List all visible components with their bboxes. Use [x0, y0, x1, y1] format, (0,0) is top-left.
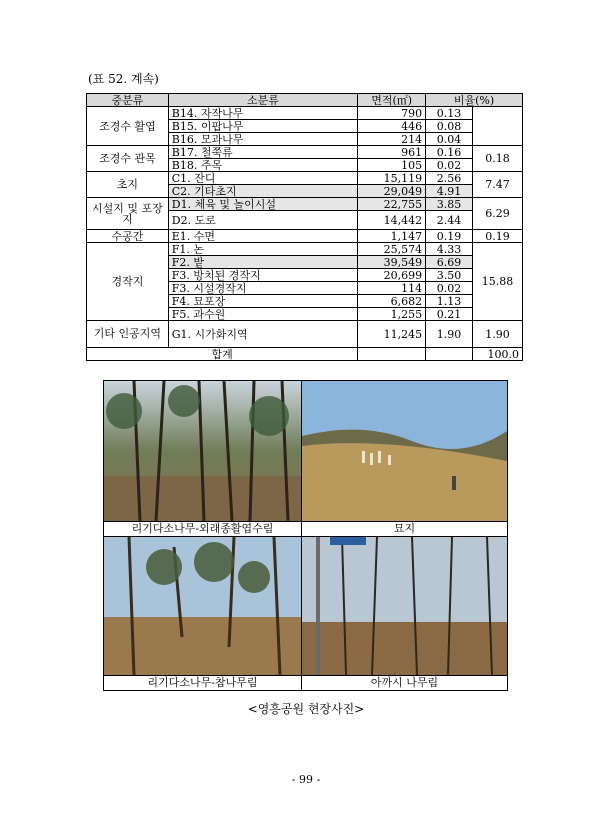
ratio-cell: 3.85: [426, 198, 473, 211]
subcategory-cell: F4. 묘포장: [168, 295, 357, 308]
ratio-cell: 2.56: [426, 172, 473, 185]
category-cell: 기타 인공지역: [87, 321, 169, 348]
table-row: [87, 146, 523, 159]
subcategory-cell: F2. 밭: [168, 256, 357, 269]
subcategory-cell: B17. 철쭉류: [168, 146, 357, 159]
area-cell: 1,147: [358, 230, 426, 243]
ratio-cell: 0.02: [426, 159, 473, 172]
table-row: [87, 243, 523, 256]
category-cell: 조경수 활엽: [87, 107, 169, 146]
land-use-table: [86, 93, 523, 361]
photo-label: 묘지: [301, 521, 508, 537]
subcategory-cell: B16. 모과나무: [168, 133, 357, 146]
header-subcategory: 소분류: [168, 94, 357, 107]
subcategory-cell: F3. 방치된 경작지: [168, 269, 357, 282]
area-cell: 39,549: [358, 256, 426, 269]
photo-label: 리기다소나무-외래종활엽수림: [103, 521, 302, 537]
category-cell: 조경수 관목: [87, 146, 169, 172]
total-cell: 6.29: [473, 198, 523, 230]
photo-grid: [103, 380, 508, 690]
area-cell: 6,682: [358, 295, 426, 308]
table-caption: (표 52. 계속): [88, 72, 159, 86]
table-row: [87, 198, 523, 211]
area-cell: 29,049: [358, 185, 426, 198]
total-cell: 0.19: [473, 230, 523, 243]
ratio-cell: 1.13: [426, 295, 473, 308]
photo-label: 아까시 나무림: [301, 675, 508, 691]
subcategory-cell: F3. 시설경작지: [168, 282, 357, 295]
ratio-cell: 6.69: [426, 256, 473, 269]
subcategory-cell: B15. 이팝나무: [168, 120, 357, 133]
category-cell: 초지: [87, 172, 169, 198]
table-header-row: [87, 94, 523, 107]
ratio-cell: 3.50: [426, 269, 473, 282]
page-number: - 99 -: [291, 773, 321, 786]
category-cell: 경작지: [87, 243, 169, 321]
photo-pine-oak-forest: [103, 536, 302, 676]
area-cell: 15,119: [358, 172, 426, 185]
subcategory-cell: D1. 체육 및 놀이시설: [168, 198, 357, 211]
area-cell: 105: [358, 159, 426, 172]
header-category: 중분류: [87, 94, 169, 107]
photo-pine-broadleaf-forest: [103, 380, 302, 522]
area-cell: 25,574: [358, 243, 426, 256]
category-cell: 시설지 및 포장지: [87, 198, 169, 230]
header-ratio: 비율(%): [426, 94, 523, 107]
subcategory-cell: E1. 수면: [168, 230, 357, 243]
area-cell: 20,699: [358, 269, 426, 282]
area-cell: 790: [358, 107, 426, 120]
photo-black-locust-forest: [301, 536, 508, 676]
subcategory-cell: F5. 과수원: [168, 308, 357, 321]
subcategory-cell: F1. 논: [168, 243, 357, 256]
photo-grave-site: [301, 380, 508, 522]
table-row: [87, 107, 523, 120]
area-cell: 961: [358, 146, 426, 159]
area-cell: 22,755: [358, 198, 426, 211]
subcategory-cell: C2. 기타초지: [168, 185, 357, 198]
ratio-cell: 4.33: [426, 243, 473, 256]
table-row: [87, 172, 523, 185]
subcategory-cell: D2. 도로: [168, 211, 357, 230]
subcategory-cell: B14. 자작나무: [168, 107, 357, 120]
ratio-cell: 0.02: [426, 282, 473, 295]
area-cell: 14,442: [358, 211, 426, 230]
ratio-cell: 0.04: [426, 133, 473, 146]
sum-label: 합계: [87, 348, 358, 361]
header-area: 면적(㎡): [358, 94, 426, 107]
table-sum-row: [87, 348, 523, 361]
sum-total: 100.0: [473, 348, 523, 361]
total-cell: [473, 107, 523, 146]
ratio-cell: 0.13: [426, 107, 473, 120]
sum-area-cell: [358, 348, 426, 361]
ratio-cell: 2.44: [426, 211, 473, 230]
area-cell: 11,245: [358, 321, 426, 348]
subcategory-cell: B18. 주목: [168, 159, 357, 172]
table-row: [87, 321, 523, 348]
photo-caption: <영흥공원 현장사진>: [247, 702, 365, 716]
total-cell: 15.88: [473, 243, 523, 321]
photo-label: 리기다소나무-참나무림: [103, 675, 302, 691]
total-cell: 0.18: [473, 146, 523, 172]
area-cell: 446: [358, 120, 426, 133]
ratio-cell: 1.90: [426, 321, 473, 348]
total-cell: 7.47: [473, 172, 523, 198]
area-cell: 114: [358, 282, 426, 295]
ratio-cell: 0.16: [426, 146, 473, 159]
sum-ratio-cell: [426, 348, 473, 361]
total-cell: 1.90: [473, 321, 523, 348]
area-cell: 214: [358, 133, 426, 146]
subcategory-cell: G1. 시가화지역: [168, 321, 357, 348]
subcategory-cell: C1. 잔디: [168, 172, 357, 185]
table-row: [87, 230, 523, 243]
ratio-cell: 0.19: [426, 230, 473, 243]
ratio-cell: 4.91: [426, 185, 473, 198]
ratio-cell: 0.21: [426, 308, 473, 321]
ratio-cell: 0.08: [426, 120, 473, 133]
category-cell: 수공간: [87, 230, 169, 243]
area-cell: 1,255: [358, 308, 426, 321]
